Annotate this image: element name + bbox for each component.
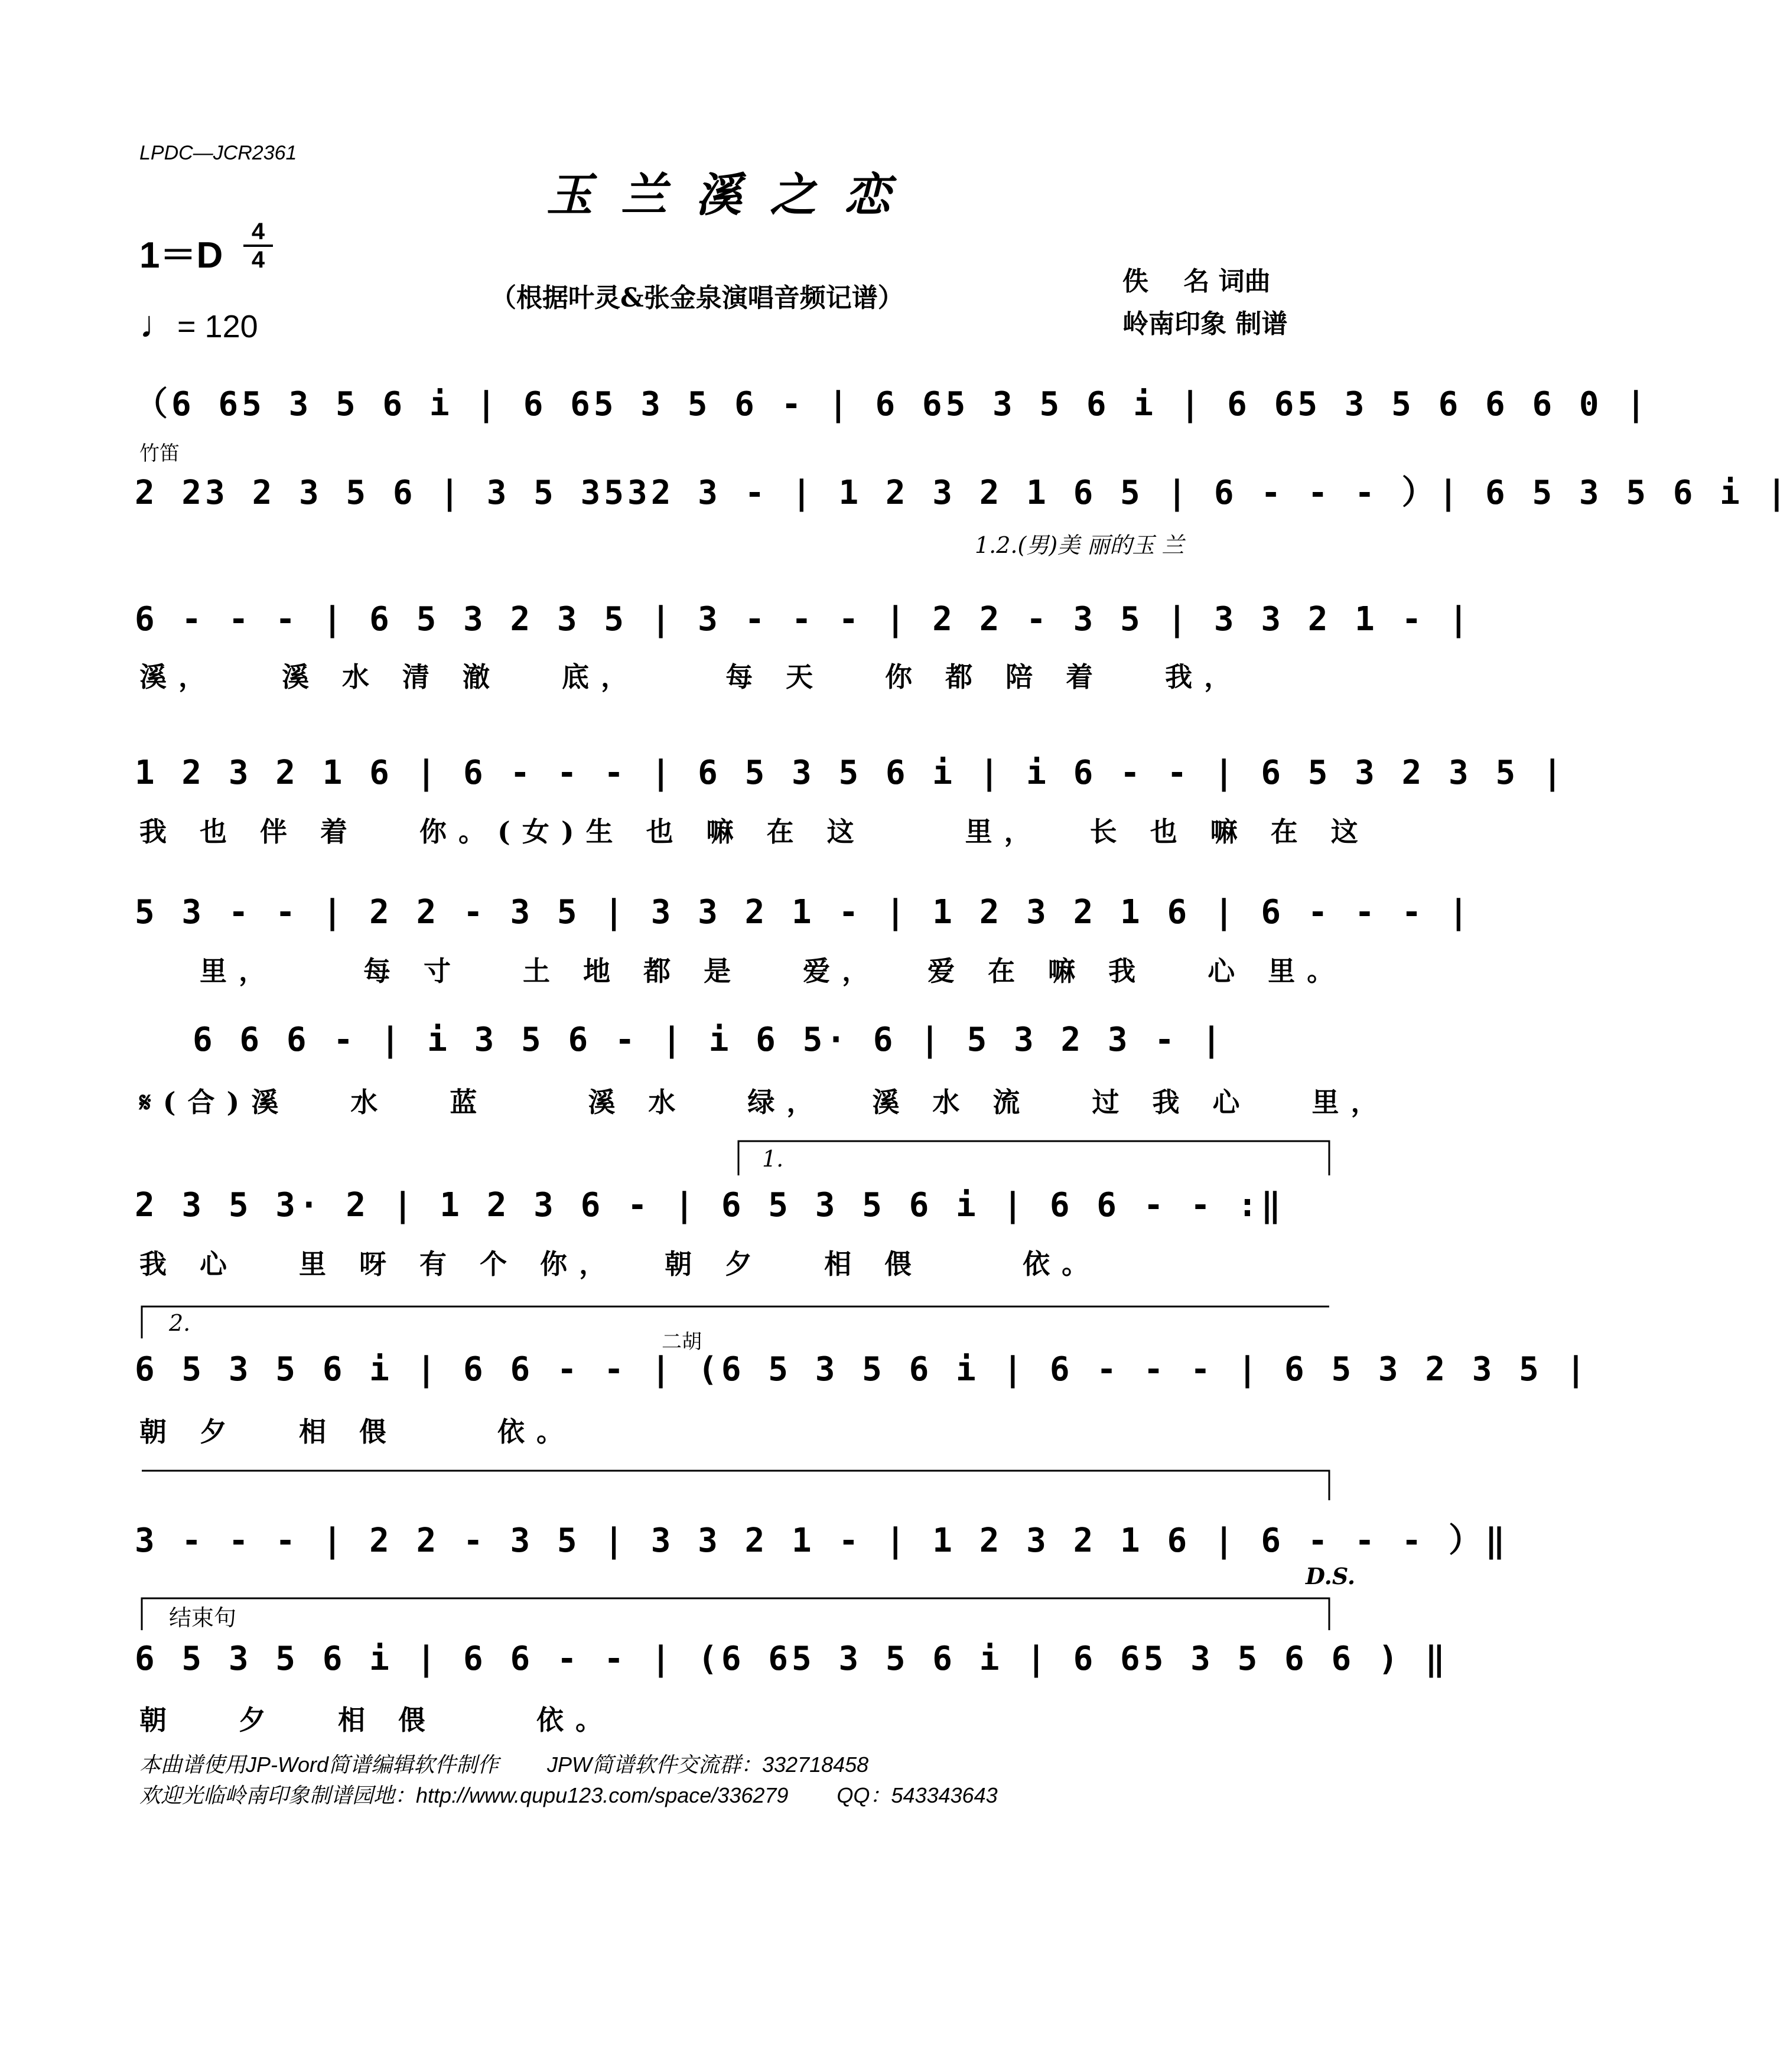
verse-annotation: 1.2.(男)美 丽的玉 兰 xyxy=(975,532,1184,558)
lyrics-line-4: 我 也 伴 着 你。(女)生 也 嘛 在 这 里， 长 也 嘛 在 这 xyxy=(139,816,1370,848)
score-line-3: 6 - - - | 6 5 3 2 3 5 | 3 - - - | 2 2 - 3 5 | 3 3 2 1 - | xyxy=(135,600,1472,638)
time-signature-bottom: 4 xyxy=(251,247,265,273)
score-line-10: 6 5 3 5 6 i | 6 6 - - | (6 65 3 5 6 i | 6 65 3 5 6 6 ) ‖ xyxy=(135,1640,1449,1678)
score-line-5: 5 3 - - | 2 2 - 3 5 | 3 3 2 1 - | 1 2 3 2 1 6 | 6 - - - | xyxy=(135,893,1472,931)
instrument-label: 竹笛 xyxy=(139,442,180,465)
tempo-value: = 120 xyxy=(177,309,258,344)
footer-line-2: 欢迎光临岭南印象制谱园地：http://www.qupu123.com/space/336279 QQ：543343643 xyxy=(139,1783,998,1807)
time-signature-top: 4 xyxy=(251,219,265,245)
credit-lyrics-music: 佚 名 词曲 xyxy=(1122,266,1271,297)
ds-mark: D.S. xyxy=(1306,1563,1356,1589)
score-line-1: （6 65 3 5 6 i | 6 65 3 5 6 - | 6 65 3 5 6 i | 6 65 3 5 6 6 6 0 | xyxy=(135,385,1650,423)
subtitle: （根据叶灵&张金泉演唱音频记谱） xyxy=(490,283,904,313)
footer-line-1: 本曲谱使用JP-Word简谱编辑软件制作 JPW简谱软件交流群：332718458 xyxy=(139,1752,869,1777)
instrument-label-erhu: 二胡 xyxy=(662,1331,702,1353)
score-line-6: 6 6 6 - | i 3 5 6 - | i 6 5· 6 | 5 3 2 3 - | xyxy=(193,1021,1225,1059)
lyrics-line-3: 溪， 溪 水 清 澈 底， 每 天 你 都 陪 着 我， xyxy=(139,661,1244,693)
score-line-4: 1 2 3 2 1 6 | 6 - - - | 6 5 3 5 6 i | i 6 - - | 6 5 3 2 3 5 | xyxy=(135,754,1566,792)
score-line-8: 6 5 3 5 6 i | 6 6 - - | (6 5 3 5 6 i | 6 - - - | 6 5 3 2 3 5 | xyxy=(135,1350,1590,1389)
lyrics-line-10: 朝 夕 相 偎 依。 xyxy=(139,1704,615,1736)
lyrics-line-5: 里， 每 寸 土 地 都 是 爱， 爱 在 嘛 我 心 里。 xyxy=(139,955,1346,987)
volta-label-1: 1. xyxy=(762,1146,784,1172)
score-line-7: 2 3 5 3· 2 | 1 2 3 6 - | 6 5 3 5 6 i | 6 6 - - :‖ xyxy=(135,1186,1285,1224)
key-signature: 1＝D xyxy=(139,235,223,276)
lyrics-line-7: 我 心 里 呀 有 个 你， 朝 夕 相 偎 依。 xyxy=(139,1248,1101,1280)
credit-arranger: 岭南印象 制谱 xyxy=(1122,309,1288,339)
lyrics-line-6: 𝄋(合)溪 水 蓝 溪 水 绿， 溪 水 流 过 我 心 里， xyxy=(139,1086,1390,1118)
score-line-9: 3 - - - | 2 2 - 3 5 | 3 3 2 1 - | 1 2 3 2 1 6 | 6 - - - ）‖ xyxy=(135,1522,1509,1560)
coda-label: 结束句 xyxy=(169,1605,237,1631)
page-title: 玉兰溪之恋 xyxy=(546,168,919,222)
volta-label-2: 2. xyxy=(169,1310,191,1336)
quarter-note-icon: ♩ xyxy=(139,303,177,346)
score-code: LPDC—JCR2361 xyxy=(139,142,297,164)
lyrics-line-8: 朝 夕 相 偎 依。 xyxy=(139,1416,576,1448)
score-line-2: 2 23 2 3 5 6 | 3 5 3532 3 - | 1 2 3 2 1 6 5 | 6 - - - ）| 6 5 3 5 6 i | xyxy=(135,474,1790,512)
